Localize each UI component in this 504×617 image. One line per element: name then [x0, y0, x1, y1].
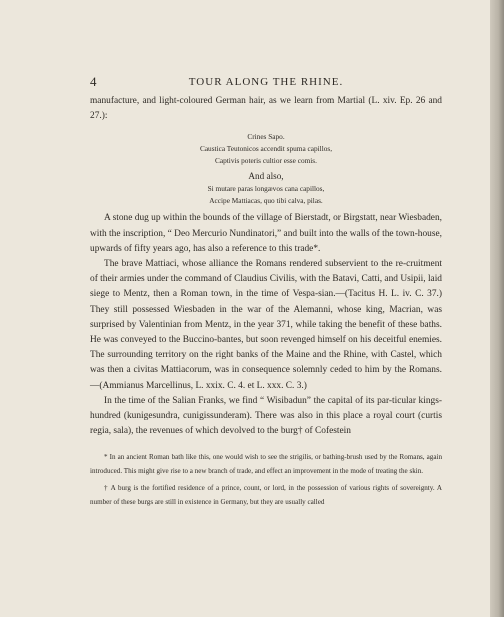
page-header: [90, 72, 442, 94]
page-number: 4: [90, 74, 97, 89]
latin-quotation: [90, 131, 442, 206]
and-also-text: And also,: [248, 170, 284, 181]
quote-title: Crines Sapo.: [247, 132, 285, 142]
book-edge: [490, 0, 504, 617]
quote-line: Accipe Mattiacas, quo tibi calva, pilas.: [209, 195, 323, 205]
page-text-block: [90, 72, 442, 509]
paragraph-1: manufacture, and light-coloured German hair, as we learn from Martial (L. xiv. Ep. 26 and 27.):: [90, 96, 442, 122]
footnote-2: † A burg is the fortified residence of a prince, count, or lord, in the possession of various rights of sovereignty. A number of these burgs are still in existence in Germany, but they are usually called: [90, 484, 442, 507]
quote-line: Captivis poteris cultior esse comis.: [215, 156, 317, 165]
footnotes: [90, 450, 442, 509]
running-head: TOUR ALONG THE RHINE.: [188, 76, 344, 88]
body-text: [90, 94, 442, 439]
paragraph-2: A stone dug up within the bounds of the village of Bierstadt, or Birgstatt, near Wiesbaden, with the inscription, “ Deo Mercurio Nundinatori,” and built into the walls of the town-house, upwards of fifty years ago, has also a reference to this trade*.: [90, 213, 442, 254]
quote-line: Si mutare paras longævos cana capillos,: [207, 183, 325, 193]
footnote-1: * In an ancient Roman bath like this, one would wish to see the strigilis, or bathing-brush used by the Romans, again introduced. This might give rise to a new branch of trade, and effect an improvement in the mode of treating the skin.: [90, 453, 442, 476]
paragraph-3: The brave Mattiaci, whose alliance the Romans rendered subservient to the re-cruitment of their armies under the command of Claudius Civilis, with the Batavi, Catti, and Usipii, laid siege to Mentz, then a Roman town, in the time of Vespa-sian.—(Tacitus H. L. iv. C. 37.) They still possessed Wiesbaden in the war of the Alemanni, whose king, Macrian, was surprised by Valentinian from Mentz, in the year 371, while taking the benefit of these baths. He was conveyed to the Buccino-bantes, but soon revenged himself on his deceitful enemies. The surrounding territory on the right banks of the Maine and the Rhine, with Castel, which was then a civitas Mattiacorum, was in consequence solemnly ceded to him by the Romans.—(Ammianus Marcellinus, L. xxix. C. 4. et L. xxx. C. 3.): [90, 259, 442, 391]
paragraph-4: In the time of the Salian Franks, we find “ Wisibadun” the capital of its par-ticular kings-hundred (kunigesundra, cunigissunderam). There was also in this place a royal court (curtis regia, sala), the revenues of which devolved to the burg† of Cofestein: [90, 395, 442, 437]
quote-line: Caustica Teutonicos accendit spuma capillos,: [199, 144, 333, 154]
